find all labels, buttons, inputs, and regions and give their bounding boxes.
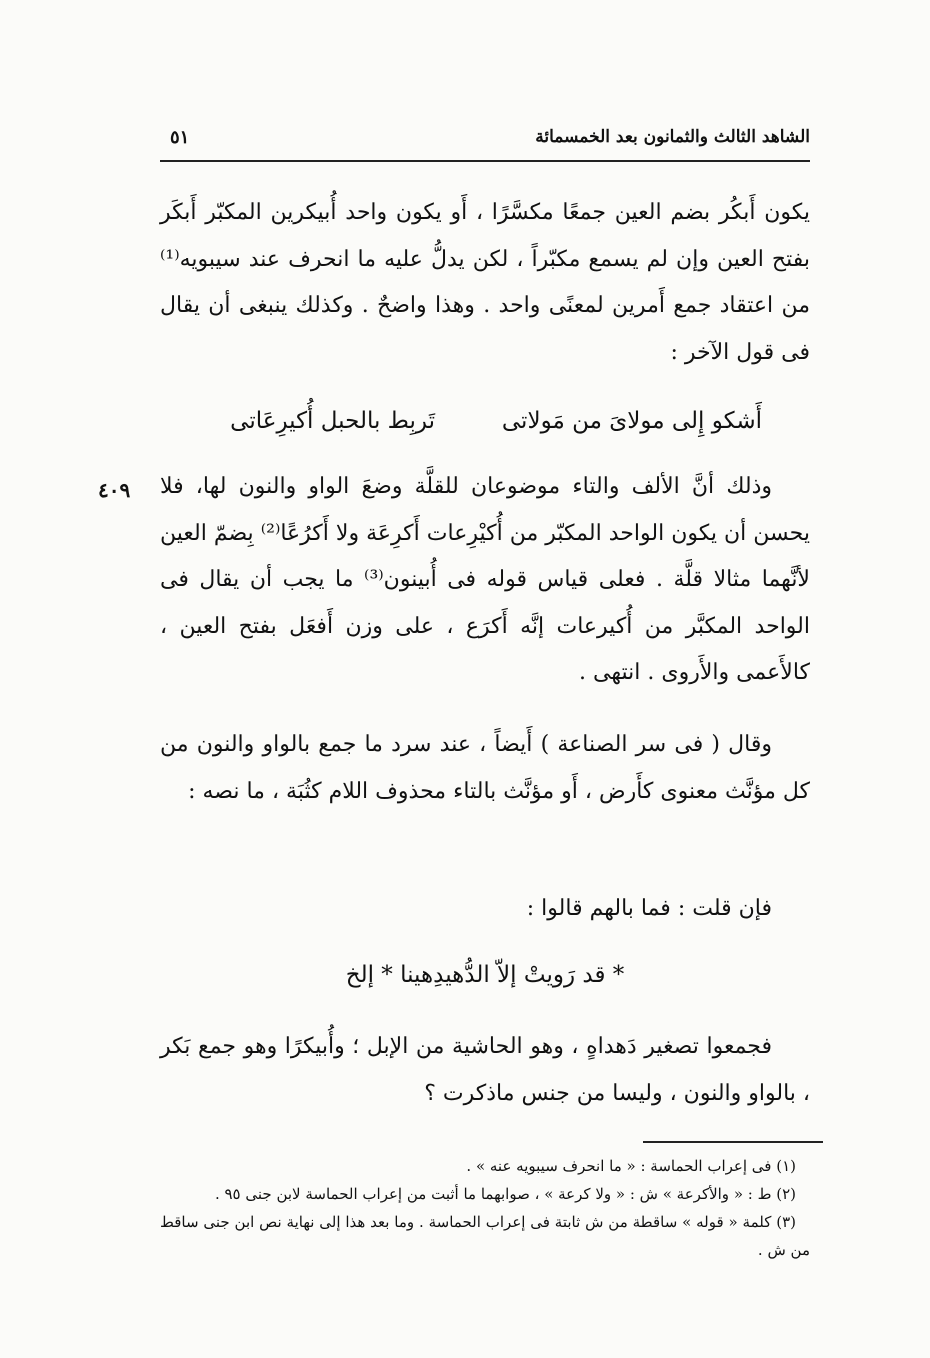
footnotes bbox=[160, 1152, 810, 1264]
verse-1-hemistich-2: تَربِط بالحبل أُكيرِعَاتى bbox=[230, 408, 435, 434]
verse-1-hemistich-1: أَشكو إِلى مولاىَ من مَولاتى bbox=[501, 408, 762, 434]
paragraph-2-text: وذلك أنَّ الألف والتاء موضوعان للقلَّة وضعَ الواو والنون لها، فلا يحسن أن يكون الواحد المكبّر من أُكيْرِعات أَكرِعَة ولا أَكرُعًا⁽²⁾ بِضمّ العين لأنَّهما مثالا قلَّة . فعلى قياس قوله فى أُبينون⁽³⁾ ما يجب أن يقال فى الواحد المكبَّر من أُكيرعات إنَّه أَكرَع ، على وزن أَفعَل بفتح العين ، كالأَعمى والأَروى . انتهى . bbox=[160, 474, 811, 685]
paragraph-5-text: فجمعوا تصغير دَهداهٍ ، وهو الحاشية من الإبل ؛ وأُبيكرًا وهو جمع بَكر ، بالواو والنون ، وليسا من جنس ماذكرت ؟ bbox=[160, 1034, 810, 1106]
footnote-1: (١) فى إعراب الحماسة : « ما انحرف سيبويه عنه » . bbox=[466, 1157, 796, 1175]
paragraph-3 bbox=[160, 722, 810, 815]
paragraph-3-text: وقال ( فى سر الصناعة ) أَيضاً ، عند سرد ما جمع بالواو والنون من كل مؤنَّث معنوى كأَرض ، أَو مؤنَّث بالتاء محذوف اللام كثُبَة ، ما نصه : bbox=[160, 732, 810, 804]
verse-2: * قد رَويتْ إلاّ الدُّهيدِهينا * إلخ bbox=[345, 962, 625, 988]
verse-1 bbox=[160, 408, 810, 442]
paragraph-1 bbox=[160, 190, 810, 376]
header-divider bbox=[160, 160, 810, 162]
margin-number: ٤٠٩ bbox=[98, 478, 131, 502]
header-title: الشاهد الثالث والثمانون بعد الخمسمائة bbox=[535, 127, 810, 147]
paragraph-4 bbox=[160, 886, 810, 933]
paragraph-5 bbox=[160, 1024, 810, 1117]
paragraph-2 bbox=[160, 464, 810, 697]
running-header bbox=[160, 125, 810, 159]
paragraph-1-text: يكون أَبكُر بضم العين جمعًا مكسَّرًا ، أَو يكون واحد أُبيكرين المكبّر أَبكَر بفتح العين وإن لم يسمع مكبّراً ، لكن يدلُّ عليه ما انحرف عند سيبويه⁽¹⁾ من اعتقاد جمع أَمرين لمعنًى واحد . وهذا واضحٌ . وكذلك ينبغى أن يقال فى قول الآخر : bbox=[160, 200, 810, 365]
footnote-2: (٢) ط : « والأكرعة » ش : « ولا كرعة » ، صوابهما ما أثبت من إعراب الحماسة لابن جنى ٩٥ . bbox=[214, 1185, 796, 1203]
paragraph-4-text: فإن قلت : فما بالهم قالوا : bbox=[526, 896, 772, 921]
footnote-divider bbox=[643, 1141, 823, 1143]
page-number: ٥١ bbox=[170, 127, 190, 148]
footnote-3: (٣) كلمة « قوله » ساقطة من ش ثابتة فى إعراب الحماسة . وما بعد هذا إلى نهاية نص ابن جنى ساقط من ش . bbox=[160, 1213, 810, 1259]
